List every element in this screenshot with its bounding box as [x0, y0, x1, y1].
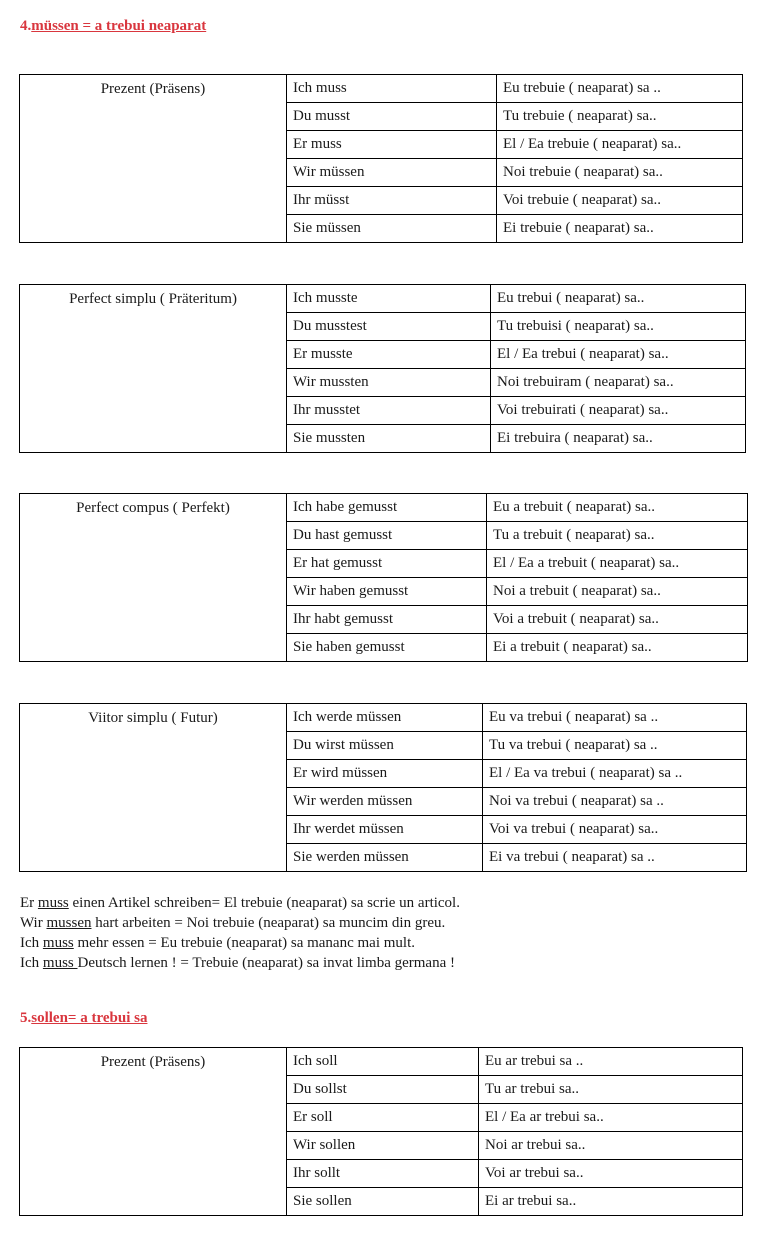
- german-form: Ihr habt gemusst: [287, 606, 487, 634]
- sentence-start: Ich: [20, 955, 43, 971]
- romanian-translation: Voi a trebuit ( neaparat) sa..: [487, 606, 748, 634]
- tense-label: Viitor simplu ( Futur): [20, 704, 287, 872]
- german-form: Du hast gemusst: [287, 522, 487, 550]
- example-sentences: [20, 893, 460, 973]
- romanian-translation: Tu va trebui ( neaparat) sa ..: [483, 732, 747, 760]
- romanian-translation: Voi trebuie ( neaparat) sa..: [497, 187, 743, 215]
- german-form: Sie mussten: [287, 425, 491, 453]
- modal-verb: muss: [42, 955, 78, 971]
- german-form: Ich muss: [287, 75, 497, 103]
- romanian-translation: Tu ar trebui sa..: [479, 1076, 743, 1104]
- modal-verb: muss: [42, 935, 74, 951]
- german-form: Er muss: [287, 131, 497, 159]
- sentence-rest: hart arbeiten = Noi trebuie (neaparat) sa muncim din greu.: [91, 915, 446, 931]
- romanian-translation: Ei trebuie ( neaparat) sa..: [497, 215, 743, 243]
- sentence-rest: Deutsch lernen ! = Trebuie (neaparat) sa invat limba germana !: [77, 955, 455, 971]
- example-sentence: [20, 953, 460, 973]
- romanian-translation: El / Ea trebuie ( neaparat) sa..: [497, 131, 743, 159]
- conjugation-table-prezent: [19, 74, 743, 243]
- german-form: Sie müssen: [287, 215, 497, 243]
- german-form: Du wirst müssen: [287, 732, 483, 760]
- romanian-translation: Eu va trebui ( neaparat) sa ..: [483, 704, 747, 732]
- romanian-translation: Voi ar trebui sa..: [479, 1160, 743, 1188]
- section-4-heading: [20, 18, 206, 35]
- romanian-translation: Ei va trebui ( neaparat) sa ..: [483, 844, 747, 872]
- german-form: Ihr sollt: [287, 1160, 479, 1188]
- german-form: Ich habe gemusst: [287, 494, 487, 522]
- german-form: Er musste: [287, 341, 491, 369]
- german-form: Du sollst: [287, 1076, 479, 1104]
- german-form: Er wird müssen: [287, 760, 483, 788]
- section-number: 5.: [20, 1010, 32, 1026]
- german-form: Ich werde müssen: [287, 704, 483, 732]
- romanian-translation: Noi trebuie ( neaparat) sa..: [497, 159, 743, 187]
- example-sentence: [20, 913, 460, 933]
- german-form: Ich soll: [287, 1048, 479, 1076]
- romanian-translation: Eu trebui ( neaparat) sa..: [491, 285, 746, 313]
- example-sentence: [20, 933, 460, 953]
- sentence-start: Er: [20, 895, 38, 911]
- conjugation-table-perfect-simplu: [19, 284, 746, 453]
- romanian-translation: Tu trebuie ( neaparat) sa..: [497, 103, 743, 131]
- tense-label: Prezent (Präsens): [20, 1048, 287, 1216]
- german-form: Wir müssen: [287, 159, 497, 187]
- german-form: Er hat gemusst: [287, 550, 487, 578]
- romanian-translation: Eu ar trebui sa ..: [479, 1048, 743, 1076]
- romanian-translation: Tu a trebuit ( neaparat) sa..: [487, 522, 748, 550]
- romanian-translation: El / Ea ar trebui sa..: [479, 1104, 743, 1132]
- romanian-translation: El / Ea va trebui ( neaparat) sa ..: [483, 760, 747, 788]
- sentence-rest: einen Artikel schreiben= El trebuie (neaparat) sa scrie un articol.: [68, 895, 460, 911]
- tense-label: Perfect compus ( Perfekt): [20, 494, 287, 662]
- romanian-translation: Voi trebuirati ( neaparat) sa..: [491, 397, 746, 425]
- german-form: Du musstest: [287, 313, 491, 341]
- german-form: Du musst: [287, 103, 497, 131]
- german-form: Sie werden müssen: [287, 844, 483, 872]
- german-form: Wir werden müssen: [287, 788, 483, 816]
- tense-label: Prezent (Präsens): [20, 75, 287, 243]
- sentence-start: Ich: [20, 935, 43, 951]
- german-form: Wir haben gemusst: [287, 578, 487, 606]
- romanian-translation: Ei a trebuit ( neaparat) sa..: [487, 634, 748, 662]
- romanian-translation: Eu trebuie ( neaparat) sa ..: [497, 75, 743, 103]
- romanian-translation: Ei ar trebui sa..: [479, 1188, 743, 1216]
- modal-verb: muss: [37, 895, 69, 911]
- sentence-rest: mehr essen = Eu trebuie (neaparat) sa mananc mai mult.: [73, 935, 415, 951]
- german-form: Wir mussten: [287, 369, 491, 397]
- german-form: Wir sollen: [287, 1132, 479, 1160]
- romanian-translation: Noi a trebuit ( neaparat) sa..: [487, 578, 748, 606]
- german-form: Ihr werdet müssen: [287, 816, 483, 844]
- tense-label: Perfect simplu ( Präteritum): [20, 285, 287, 453]
- german-form: Ihr musstet: [287, 397, 491, 425]
- conjugation-table-perfect-compus: [19, 493, 748, 662]
- romanian-translation: Ei trebuira ( neaparat) sa..: [491, 425, 746, 453]
- german-form: Ihr müsst: [287, 187, 497, 215]
- romanian-translation: El / Ea a trebuit ( neaparat) sa..: [487, 550, 748, 578]
- modal-verb: mussen: [46, 915, 92, 931]
- german-form: Sie haben gemusst: [287, 634, 487, 662]
- example-sentence: [20, 893, 460, 913]
- romanian-translation: Noi va trebui ( neaparat) sa ..: [483, 788, 747, 816]
- sentence-start: Wir: [20, 915, 47, 931]
- romanian-translation: Eu a trebuit ( neaparat) sa..: [487, 494, 748, 522]
- romanian-translation: Tu trebuisi ( neaparat) sa..: [491, 313, 746, 341]
- conjugation-table-viitor-simplu: [19, 703, 747, 872]
- conjugation-table-sollen-prezent: [19, 1047, 743, 1216]
- german-form: Er soll: [287, 1104, 479, 1132]
- section-title: sollen= a trebui sa: [31, 1010, 148, 1026]
- romanian-translation: Noi trebuiram ( neaparat) sa..: [491, 369, 746, 397]
- german-form: Ich musste: [287, 285, 491, 313]
- section-number: 4.: [20, 18, 32, 34]
- section-5-heading: [20, 1010, 147, 1027]
- romanian-translation: Voi va trebui ( neaparat) sa..: [483, 816, 747, 844]
- romanian-translation: El / Ea trebui ( neaparat) sa..: [491, 341, 746, 369]
- german-form: Sie sollen: [287, 1188, 479, 1216]
- section-title: müssen = a trebui neaparat: [31, 18, 207, 34]
- romanian-translation: Noi ar trebui sa..: [479, 1132, 743, 1160]
